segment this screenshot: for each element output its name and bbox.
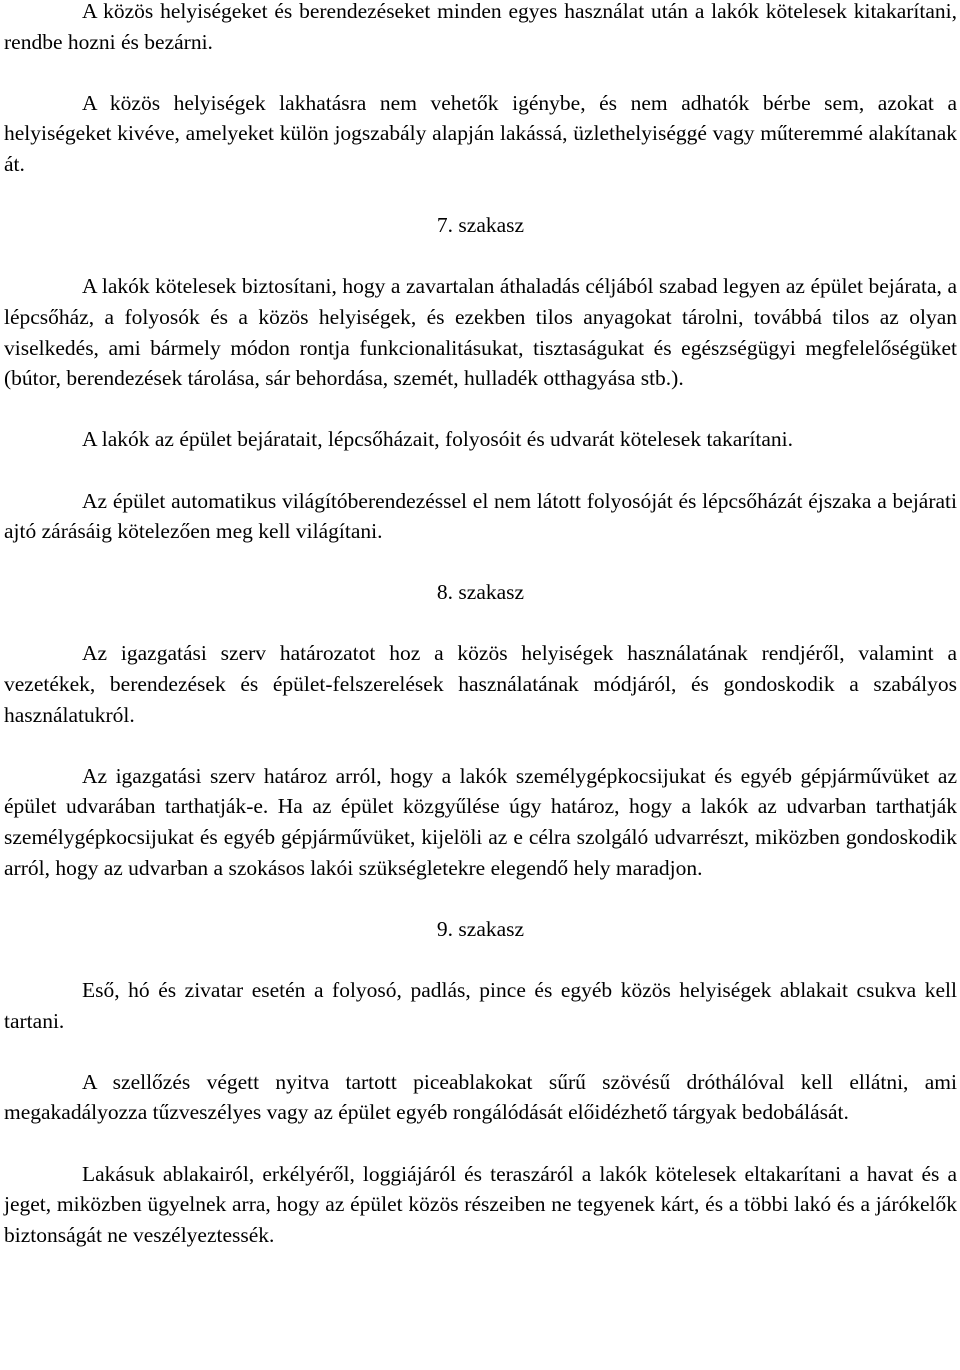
section-heading: 7. szakasz [436, 213, 525, 238]
paragraph: Lakásuk ablakairól, erkélyéről, loggiájáról és teraszáról a lakók kötelesek eltakarítani a havat és a jeget, miközben ügyelnek arra, hogy az épület közös részeiben ne tegyenek kárt, és a többi lakó és a járókelők biztonságát ne veszélyeztessék. [4, 1161, 957, 1247]
paragraph: Az igazgatási szerv határozatot hoz a közös helyiségek használatának rendjéről, valamint a vezetékek, berendezések és épület-felszerelések használatának módjáról, és gondoskodik a szabályos használatukról. [4, 641, 957, 727]
paragraph: Eső, hó és zivatar esetén a folyosó, padlás, pince és egyéb közös helyiségek ablakait csukva kell tartani. [4, 978, 957, 1033]
section-heading: 8. szakasz [436, 580, 525, 605]
paragraph: Az épület automatikus világítóberendezéssel el nem látott folyosóját és lépcsőházát éjszaka a bejárati ajtó zárásáig kötelezően meg kell világítani. [4, 488, 957, 544]
paragraph: Az igazgatási szerv határoz arról, hogy a lakók személygépkocsijukat és egyéb gépjárművüket az épület udvarában tarthatják-e. Ha az épület közgyűlése úgy határoz, hogy a lakók az udvarban tarthatják személygépkocsijukat és egyéb gépjárművüket, kijelöli az e célra szolgáló udvarrészt, miközben gondoskodik arról, hogy az udvarban a szokásos lakói szükségletekre elegendő hely maradjon. [4, 763, 957, 880]
paragraph: A lakók kötelesek biztosítani, hogy a zavartalan áthaladás céljából szabad legyen az épület bejárata, a lépcsőház, a folyosók és a közös helyiségek, és ezekben tilos anyagokat tárolni, továbbá tilos az olyan viselkedés, ami bármely módon rontja funkcionalitásukat, tisztaságukat és egészségügyi megfelelőségüket (bútor, berendezések tárolása, sár behordása, szemét, hulladék otthagyása stb.). [4, 274, 957, 391]
paragraph: A lakók az épület bejáratait, lépcsőházait, folyosóit és udvarát kötelesek takarítani. [82, 427, 794, 452]
section-heading: 9. szakasz [436, 916, 525, 941]
paragraph: A közös helyiségeket és berendezéseket minden egyes használat után a lakók kötelesek kitakarítani, rendbe hozni és bezárni. [4, 0, 957, 54]
paragraph: A közös helyiségek lakhatásra nem vehetők igénybe, és nem adhatók bérbe sem, azokat a helyiségeket kivéve, amelyeket külön jogszabály alapján lakássá, üzlethelyiséggé vagy műteremmé alakítanak át. [4, 90, 957, 176]
paragraph: A szellőzés végett nyitva tartott piceablakokat sűrű szövésű dróthálóval kell ellátni, ami megakadályozza tűzveszélyes vagy az épület egyéb rongálódását előidézhető tárgyak bedobálását. [4, 1069, 957, 1125]
